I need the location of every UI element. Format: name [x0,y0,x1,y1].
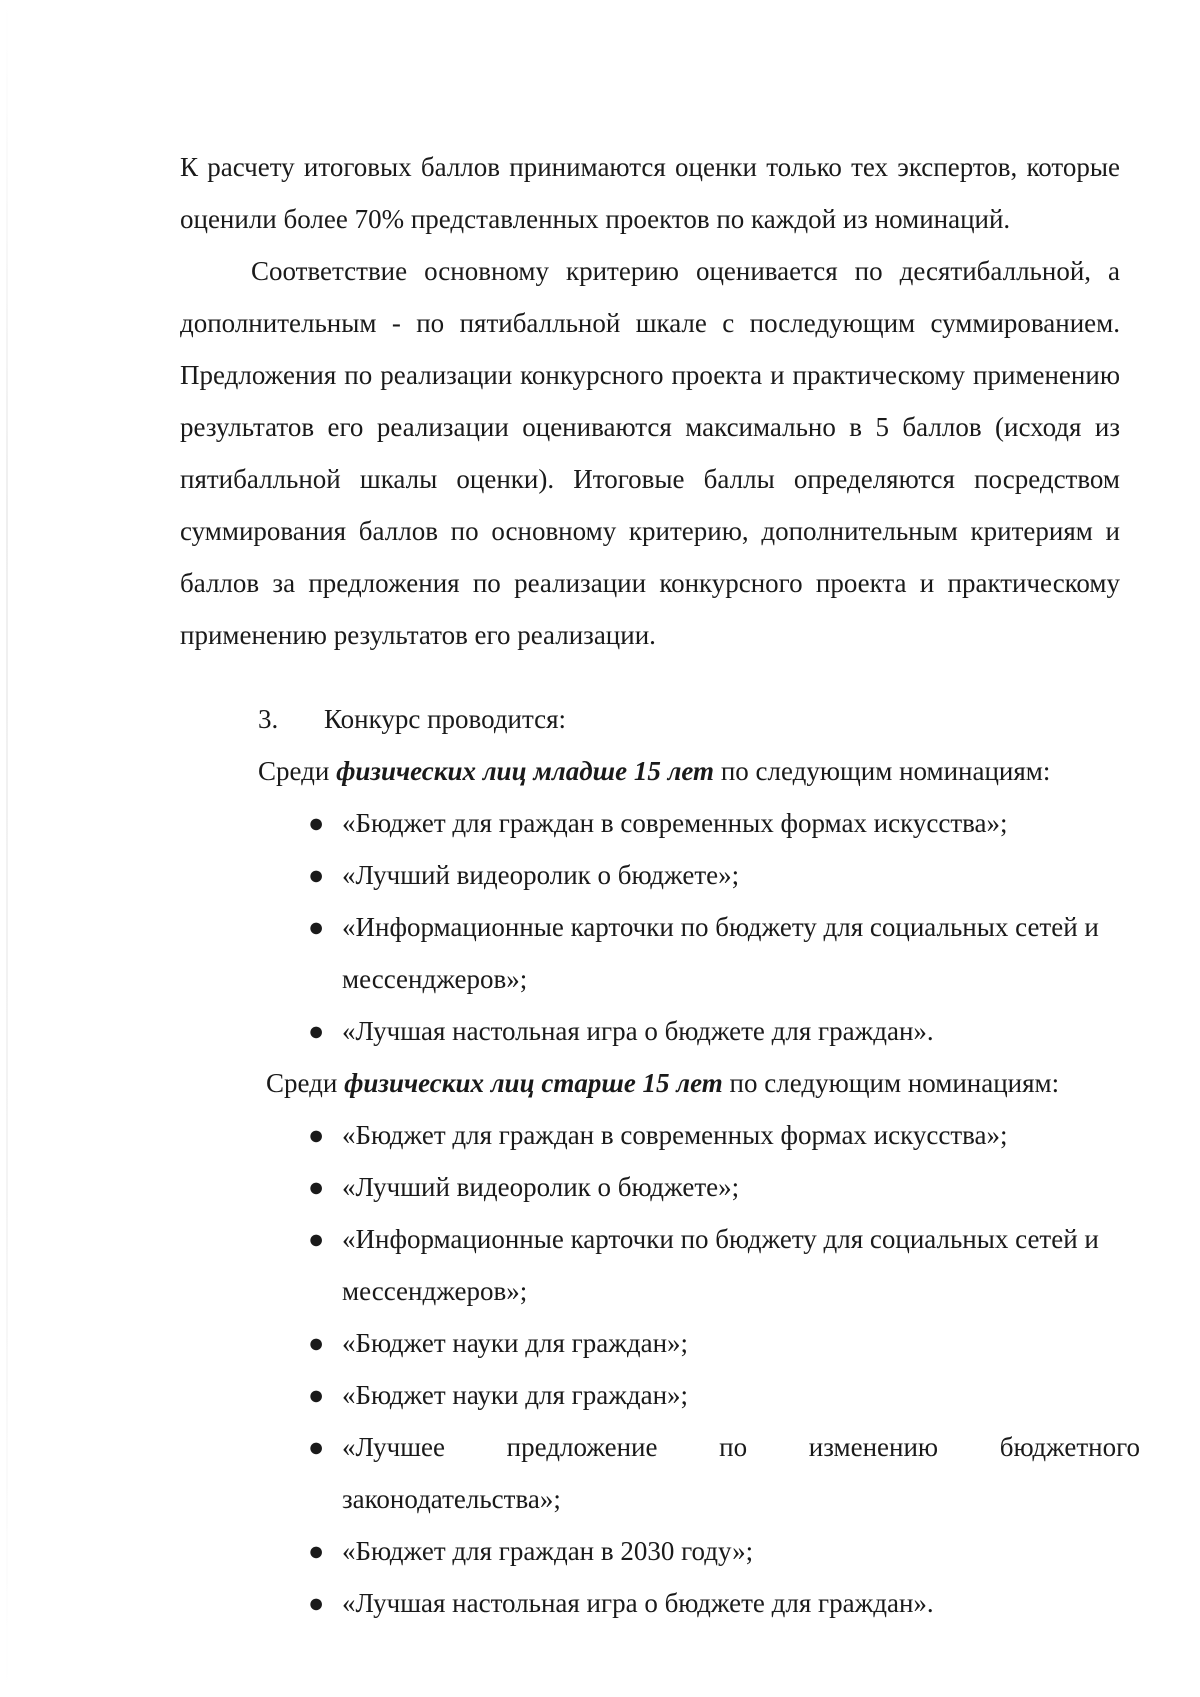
bullet-icon: ● [308,1016,325,1046]
group-suffix: по следующим номинациям: [720,756,1051,786]
section-heading [180,693,1140,745]
bullet-icon: ● [308,808,325,838]
list-item [180,1161,1140,1213]
group-emphasis: физических лиц младше 15 лет [336,756,715,786]
list-item [180,1317,1140,1369]
section-title: Конкурс проводится: [324,704,567,734]
nomination-label: «Лучшая настольная игра о бюджете для граждан». [342,1016,934,1046]
group-heading-under-15 [180,745,1140,797]
nomination-label: «Бюджет науки для граждан»; [342,1380,689,1410]
bullet-icon: ● [308,1224,325,1254]
paragraph-expert-scores: К расчету итоговых баллов принимаются оценки только тех экспертов, которые оценили более 70% представленных проектов по каждой из номинаций. [180,152,1120,234]
nomination-list-over-15 [180,1109,1140,1629]
bullet-icon: ● [308,912,325,942]
nomination-label: «Бюджет для граждан в 2030 году»; [342,1536,754,1566]
list-item [180,901,1140,1005]
list-item [180,1109,1140,1161]
list-item [180,1525,1140,1577]
nomination-label: «Лучшее предложение по изменению бюджетного [342,1432,1140,1462]
bullet-icon: ● [308,1588,325,1618]
list-item [180,849,1140,901]
nomination-label-continued: законодательства»; [342,1484,561,1514]
group-emphasis: физических лиц старше 15 лет [344,1068,723,1098]
bullet-icon: ● [308,1172,325,1202]
group-suffix: по следующим номинациям: [729,1068,1060,1098]
nomination-list-under-15 [180,797,1140,1057]
group-heading-over-15 [180,1057,1140,1109]
nomination-label: «Лучший видеоролик о бюджете»; [342,1172,740,1202]
nomination-label: «Бюджет для граждан в современных формах искусства»; [342,1120,1008,1150]
group-prefix: Среди [258,756,330,786]
bullet-icon: ● [308,1380,325,1410]
nomination-label: «Бюджет для граждан в современных формах искусства»; [342,808,1008,838]
group-prefix: Среди [266,1068,338,1098]
list-item [180,1421,1140,1525]
nomination-label: «Лучший видеоролик о бюджете»; [342,860,740,890]
nomination-label: «Лучшая настольная игра о бюджете для граждан». [342,1588,934,1618]
nomination-label: «Бюджет науки для граждан»; [342,1328,689,1358]
bullet-icon: ● [308,1432,325,1462]
section-number: 3. [258,704,279,734]
nomination-label: «Информационные карточки по бюджету для социальных сетей и мессенджеров»; [342,912,1099,994]
bullet-icon: ● [308,1328,325,1358]
bullet-icon: ● [308,1120,325,1150]
nomination-label: «Информационные карточки по бюджету для социальных сетей и мессенджеров»; [342,1224,1099,1306]
scan-edge-mark [6,0,8,1697]
bullet-icon: ● [308,860,325,890]
section-contest [180,693,1140,1629]
bullet-icon: ● [308,1536,325,1566]
list-item [180,1005,1140,1057]
list-item [180,1369,1140,1421]
intro-text [180,141,1120,661]
list-item [180,797,1140,849]
list-item [180,1213,1140,1317]
paragraph-scoring-rules: Соответствие основному критерию оценивается по десятибалльной, а дополнительным - по пятибалльной шкале с последующим суммированием. Предложения по реализации конкурсного проекта и практическому применению результатов его реализации оцениваются максимально в 5 баллов (исходя из пятибалльной шкалы оценки). Итоговые баллы определяются посредством суммирования баллов по основному критерию, дополнительным критериям и баллов за предложения по реализации конкурсного проекта и практическому применению результатов его реализации. [180,256,1120,650]
list-item [180,1577,1140,1629]
